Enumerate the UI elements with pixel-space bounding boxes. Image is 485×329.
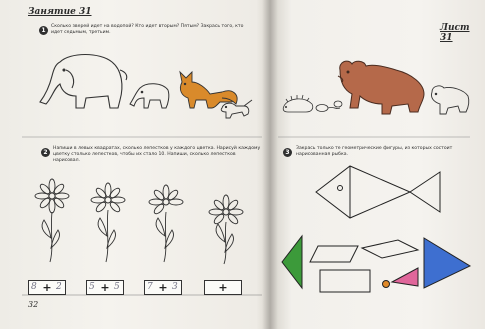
baby-elephant-drawing <box>130 84 169 108</box>
blue-triangle <box>424 238 470 288</box>
mouse-drawing <box>316 101 342 112</box>
sheet-label: Лист 31 <box>440 23 470 43</box>
answer-box-1[interactable] <box>28 280 66 295</box>
flower-2 <box>91 183 125 262</box>
shape-set <box>282 236 470 292</box>
flower-4 <box>209 195 243 264</box>
flower-3 <box>149 185 183 262</box>
answer-3-left: 7 <box>147 282 153 292</box>
answer-2-op: + <box>100 281 110 294</box>
answer-2-left: 5 <box>89 282 95 292</box>
bear-cub-drawing <box>431 86 468 114</box>
fold-shadow <box>262 0 278 329</box>
fox-drawing <box>180 72 237 108</box>
answer-4-op: + <box>218 281 228 294</box>
answer-box-2[interactable] <box>86 280 124 295</box>
task1-instruction: Сколько зверей идет на водопой? Кто идет вторым? Пятым? Закрась того, кто идет седьмым, третьим. <box>51 24 244 35</box>
fish-figure <box>316 166 440 218</box>
task2-instruction: Напиши в левых квадратах, сколько лепестков у каждого цветка. Нарисуй каждому цветку столько лепестков, чтобы их стало 10. Напиши, сколько лепестков нарисовал. <box>53 146 261 163</box>
task2-badge: 2 <box>41 148 50 157</box>
rectangle <box>320 270 370 292</box>
lesson-title: Занятие 31 <box>28 7 92 17</box>
answer-3-right: 3 <box>172 282 178 292</box>
task3-instruction: Закрась только те геометрические фигуры, из которых состоит нарисованная рыбка. <box>296 146 453 157</box>
pink-triangle <box>392 268 418 286</box>
answer-box-4[interactable] <box>204 280 242 295</box>
answer-box-3[interactable] <box>144 280 182 295</box>
bear-drawing <box>338 61 424 114</box>
answer-3-op: + <box>158 281 168 294</box>
task1-badge: 1 <box>39 26 48 35</box>
answer-1-op: + <box>42 281 52 294</box>
flower-1 <box>35 179 69 262</box>
elephant-drawing <box>40 55 127 109</box>
task3-badge: 3 <box>283 148 292 157</box>
page-number: 32 <box>28 300 39 309</box>
answer-1-right: 2 <box>56 282 62 292</box>
answer-2-right: 5 <box>114 282 120 292</box>
orange-circle <box>383 281 390 288</box>
hedgehog-drawing <box>283 95 313 112</box>
answer-1-left: 8 <box>31 282 37 292</box>
rhombus <box>362 240 418 258</box>
parallelogram-1 <box>310 246 358 262</box>
green-triangle <box>282 236 302 288</box>
